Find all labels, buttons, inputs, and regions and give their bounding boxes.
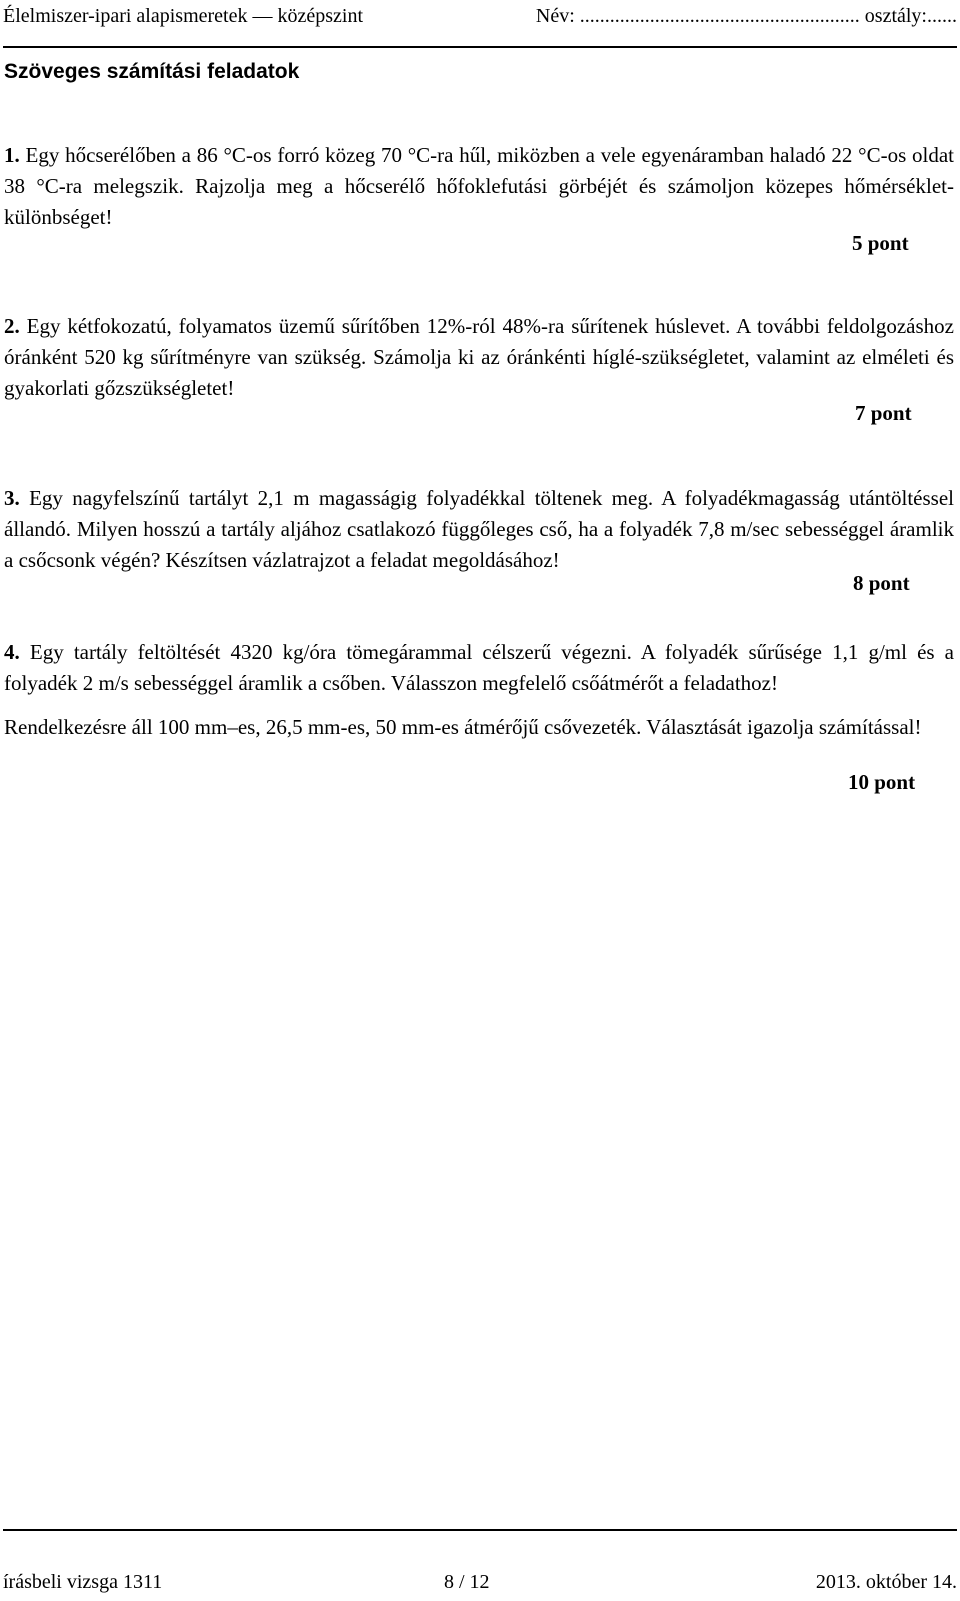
task-2-points: 7 pont — [855, 401, 912, 425]
task-4-number: 4. — [4, 640, 20, 664]
task-1-text: Egy hőcserélőben a 86 °C-os forró közeg 70 °C-ra hűl, miközben a vele egyenáramban haladó 22 °C-os oldat 38 °C-ra melegszik. Rajzolja meg a hőcserélő hőfoklefutási görbéjét és számoljon közepes hőmérséklet-különbséget! — [4, 143, 954, 229]
section-title: Szöveges számítási feladatok — [4, 60, 300, 83]
header-divider — [3, 46, 957, 48]
task-1-number: 1. — [4, 143, 20, 167]
task-2-number: 2. — [4, 314, 20, 338]
task-4-text-continued: Rendelkezésre áll 100 mm–es, 26,5 mm-es, 50 mm-es átmérőjű csővezeték. Választását igazolja számítással! — [4, 715, 922, 739]
footer-page-number: 8 / 12 — [444, 1571, 490, 1593]
page-header — [3, 2, 957, 32]
footer-divider — [3, 1529, 957, 1531]
page-footer — [3, 1568, 957, 1596]
task-2-text: Egy kétfokozatú, folyamatos üzemű sűrítőben 12%-ról 48%-ra sűrítenek húslevet. A további feldolgozáshoz óránként 520 kg sűrítményre van szükség. Számolja ki az óránkénti híglé-szükségletet, valamint az elméleti és gyakorlati gőzszükségletet! — [4, 314, 954, 400]
task-1-points: 5 pont — [852, 231, 909, 255]
task-3-text: Egy nagyfelszínű tartályt 2,1 m magasságig folyadékkal töltenek meg. A folyadékmagasság utántöltéssel állandó. Milyen hosszú a tartály aljához csatlakozó függőleges cső, ha a folyadék 7,8 m/sec sebességgel áramlik a csőcsonk végén? Készítsen vázlatrajzot a feladat megoldásához! — [4, 486, 955, 572]
header-subject: Élelmiszer-ipari alapismeretek — középszint — [3, 5, 364, 27]
task-3-points: 8 pont — [853, 571, 910, 595]
task-4-points: 10 pont — [848, 770, 916, 794]
task-3 — [4, 483, 954, 576]
footer-date: 2013. október 14. — [815, 1571, 957, 1593]
task-2 — [4, 311, 954, 404]
task-4 — [4, 637, 954, 699]
task-1 — [4, 140, 954, 233]
header-name-class-fields: Név: ........................................................ osztály:...... — [535, 5, 957, 27]
footer-exam-id: írásbeli vizsga 1311 — [3, 1571, 163, 1593]
task-3-number: 3. — [4, 486, 20, 510]
task-4-text: Egy tartály feltöltését 4320 kg/óra tömegárammal célszerű végezni. A folyadék sűrűsége 1,1 g/ml és a folyadék 2 m/s sebességgel áramlik a csőben. Válasszon megfelelő csőátmérőt a feladathoz! — [4, 640, 955, 695]
